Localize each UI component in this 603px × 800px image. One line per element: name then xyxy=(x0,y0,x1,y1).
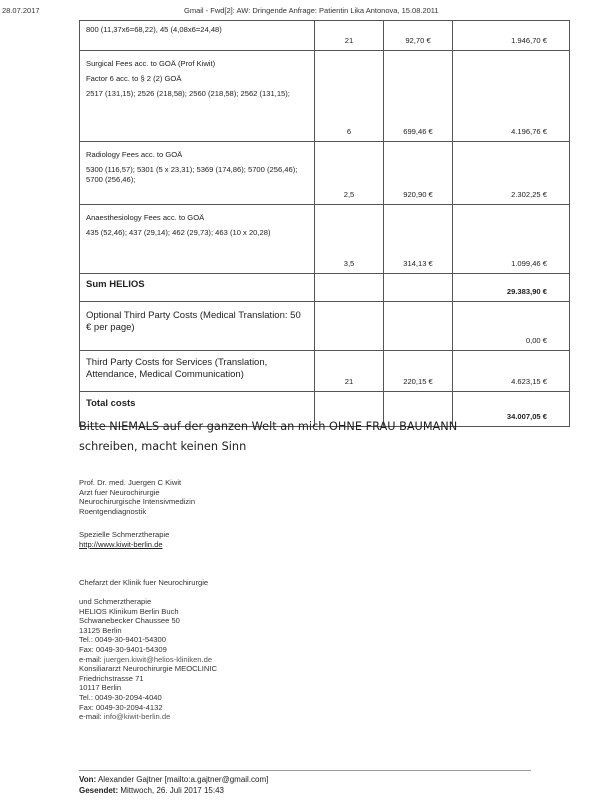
total-label: Total costs xyxy=(80,392,315,427)
fee-quantity: 21 xyxy=(315,21,384,51)
fee-total: 4.196,76 € xyxy=(453,51,570,142)
table-row xyxy=(80,351,570,392)
fee-total: 1.946,70 € xyxy=(453,21,570,51)
fee-quantity xyxy=(315,302,384,351)
total-costs: 34.007,05 € xyxy=(453,392,570,427)
fee-description: Anaesthesiology Fees acc. to GOÄ 435 (52,46); 437 (29,14); 462 (29,73); 463 (10 x 20,28) xyxy=(80,205,315,274)
print-header xyxy=(0,6,603,18)
print-title: Gmail - Fwd[2]: AW: Dringende Anfrage: Patientin Lika Antonova, 15.08.2011 xyxy=(184,6,439,15)
print-date: 28.07.2017 xyxy=(2,6,40,15)
fee-unit-price: 699,46 € xyxy=(384,51,453,142)
fee-quantity: 21 xyxy=(315,351,384,392)
table-row xyxy=(80,21,570,51)
fee-quantity: 3,5 xyxy=(315,205,384,274)
table-row xyxy=(80,51,570,142)
table-row xyxy=(80,142,570,205)
fee-quantity: 2,5 xyxy=(315,142,384,205)
email-link[interactable]: info@kiwit-berlin.de xyxy=(103,712,171,722)
fee-description: Surgical Fees acc. to GOÄ (Prof Kiwit) Factor 6 acc. to § 2 (2) GOÄ 2517 (131,15); 2526 (218,58); 2560 (218,58); 2562 (131,15); xyxy=(80,51,315,142)
third-party-total: 4.623,15 € xyxy=(453,351,570,392)
divider xyxy=(79,770,531,771)
signature-block: Prof. Dr. med. Juergen C Kiwit Arzt fuer Neurochirurgie Neurochirurgische Intensivmedizin Roentgendiagnostik xyxy=(79,478,196,516)
table-row xyxy=(80,274,570,302)
fee-quantity: 6 xyxy=(315,51,384,142)
note-paragraph: Bitte NIEMALS auf der ganzen Welt an mich OHNE FRAU BAUMANN schreiben, macht keinen Sinn xyxy=(79,420,458,453)
fee-unit-price xyxy=(384,274,453,302)
website-link[interactable]: http://www.kiwit-berlin.de xyxy=(79,539,163,549)
fee-description: Radiology Fees acc. to GOÄ 5300 (116,57); 5301 (5 x 23,31); 5369 (174,86); 5700 (256,46); 5700 (256,46); xyxy=(80,142,315,205)
fee-unit-price: 92,70 € xyxy=(384,21,453,51)
fee-total: 2.302,25 € xyxy=(453,142,570,205)
signature-address: und Schmerztherapie HELIOS Klinikum Berlin Buch Schwanebecker Chaussee 50 13125 Berlin Tel.: 0049-30-9401-54300 Fax: 0049-30-9401-54309 e-mail: juergen.kiwit@helios-kliniken.de Konsiliararzt Neurochirurgie MEOCLINIC Friedrichstrasse 71 10117 Berlin Tel.: 0049-30-2094-4040 Fax: 0049-30-2094-4132 e-mail: info@kiwit-berlin.de xyxy=(79,597,217,722)
email-link[interactable]: juergen.kiwit@helios-kliniken.de xyxy=(103,654,213,664)
signature-position: Chefarzt der Klinik fuer Neurochirurgie xyxy=(79,578,209,587)
email-meta: Von: Alexander Gajtner [mailto:a.gajtner@gmail.com] Gesendet: Mittwoch, 26. Juli 2017 15:43 xyxy=(79,775,269,795)
table-row xyxy=(80,205,570,274)
sum-label: Sum HELIOS xyxy=(80,274,315,302)
fee-description: 800 (11,37x6=68,22), 45 (4,08x6=24,48) xyxy=(80,21,315,51)
table-row xyxy=(80,302,570,351)
fee-unit-price xyxy=(384,302,453,351)
fee-quantity xyxy=(315,274,384,302)
sent-value: Mittwoch, 26. Juli 2017 15:43 xyxy=(120,786,224,795)
fee-total: 1.099,46 € xyxy=(453,205,570,274)
optional-costs-label: Optional Third Party Costs (Medical Translation: 50 € per page) xyxy=(80,302,315,351)
fee-unit-price: 920,90 € xyxy=(384,142,453,205)
fee-unit-price: 314,13 € xyxy=(384,205,453,274)
optional-costs-total: 0,00 € xyxy=(453,302,570,351)
from-value: Alexander Gajtner [mailto:a.gajtner@gmail.com] xyxy=(97,775,269,784)
sum-total: 29.383,90 € xyxy=(453,274,570,302)
third-party-label: Third Party Costs for Services (Translation, Attendance, Medical Communication) xyxy=(80,351,315,392)
cost-table xyxy=(79,20,570,427)
fee-unit-price: 220,15 € xyxy=(384,351,453,392)
signature-specialty: Spezielle Schmerztherapie http://www.kiwit-berlin.de xyxy=(79,530,170,549)
